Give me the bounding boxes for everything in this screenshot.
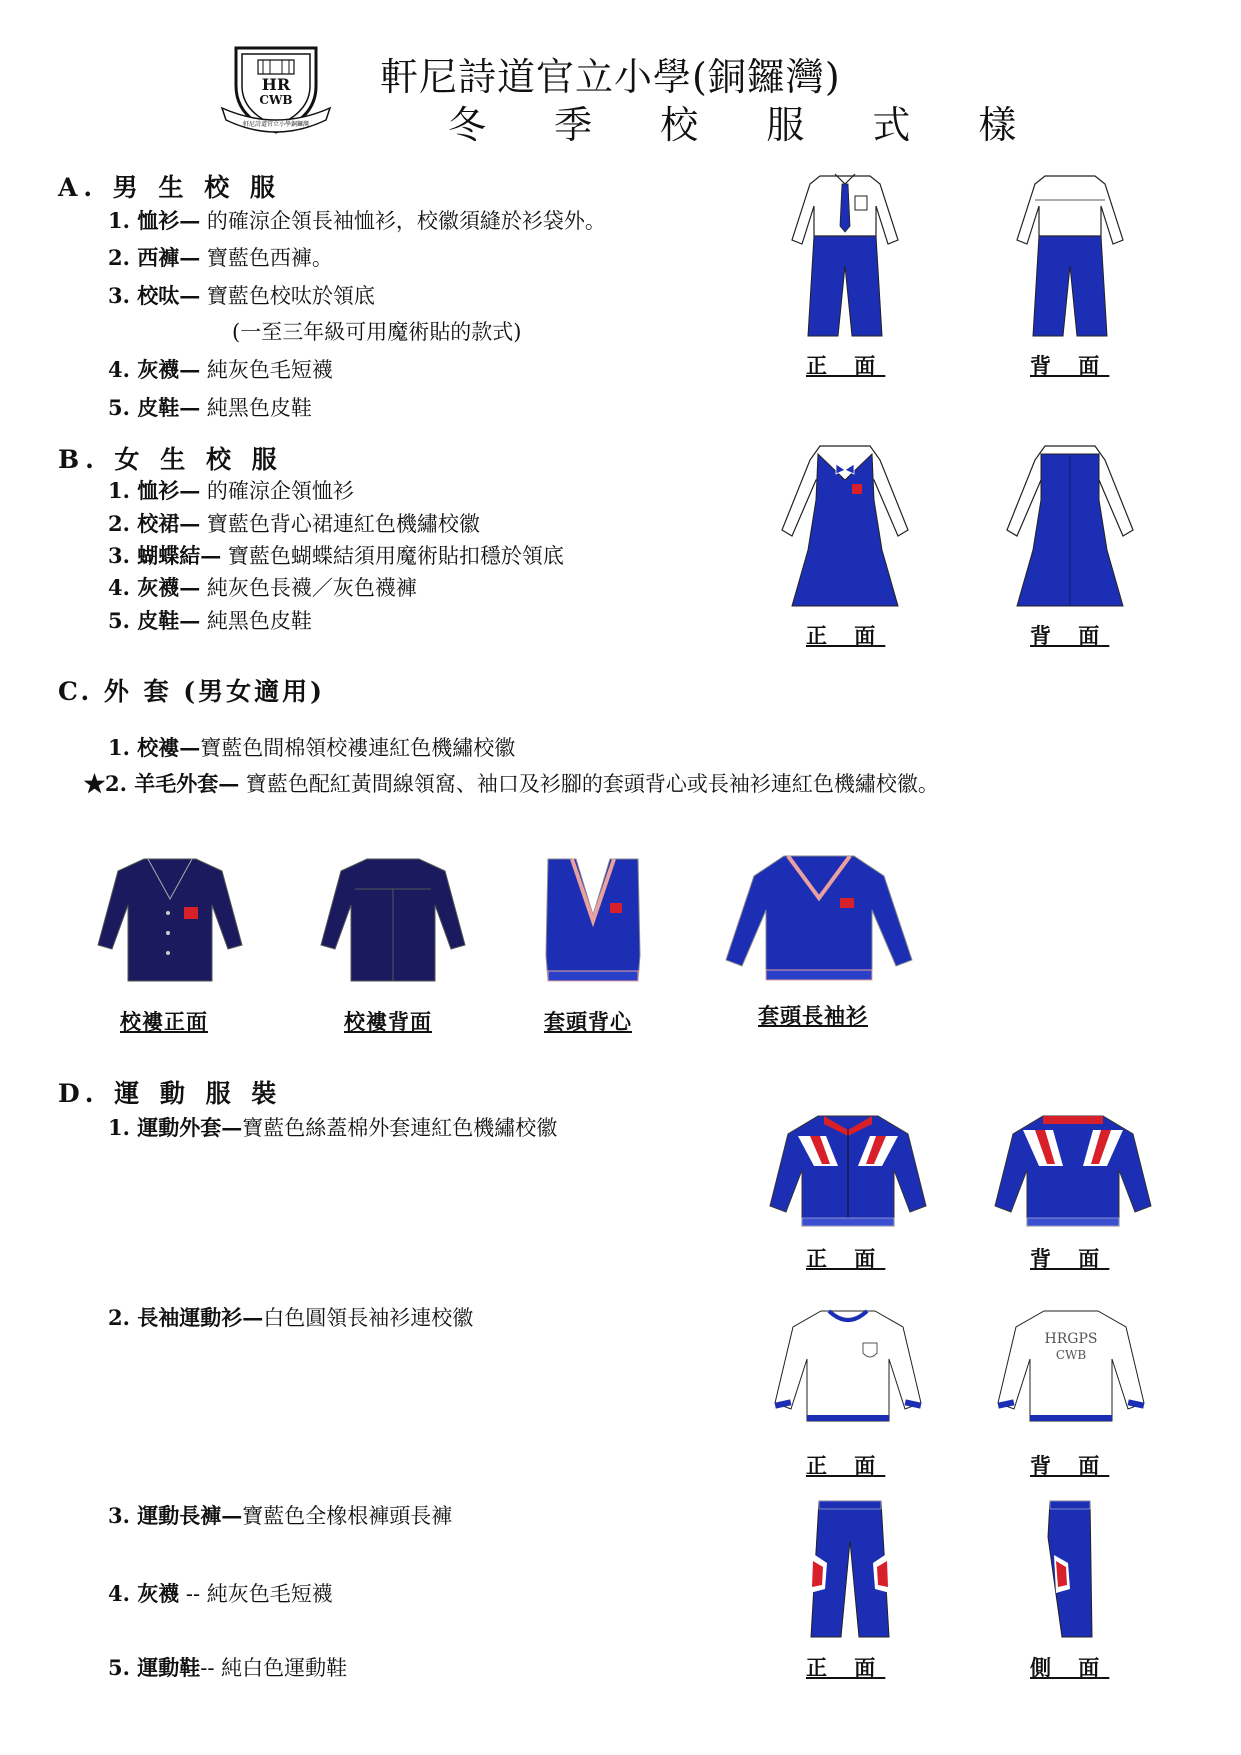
section-b-item-2: 2. 校裙— 寶藍色背心裙連紅色機繡校徽: [108, 511, 480, 536]
track-jacket-back-image: [993, 1110, 1153, 1230]
sports-pants-front-image: [805, 1497, 895, 1641]
section-c-title: C. 外 套 (男女適用): [58, 677, 325, 706]
section-a-item-3: 3. 校呔— 寶藍色校呔於領底: [108, 283, 375, 308]
section-c-caption-blazer-front: 校褸正面: [120, 1009, 208, 1034]
section-a-item-4: 4. 灰襪— 純灰色毛短襪: [108, 357, 333, 382]
page-subtitle: 冬 季 校 服 式 樣: [448, 103, 1045, 147]
boy-uniform-back-image: [1005, 170, 1135, 340]
section-d-shirt-caption-back: 背 面: [1030, 1453, 1110, 1478]
section-a-item-2: 2. 西褲— 寶藍色西褲。: [108, 245, 333, 270]
section-b-item-5: 5. 皮鞋— 純黑色皮鞋: [108, 608, 312, 633]
sports-shirt-back-image: [996, 1305, 1146, 1425]
section-c-caption-sweater: 套頭長袖衫: [758, 1003, 868, 1028]
school-name: 軒尼詩道官立小學(銅鑼灣): [380, 55, 841, 99]
section-d-item-5: 5. 運動鞋-- 純白色運動鞋: [108, 1655, 348, 1680]
section-a-caption-front: 正 面: [806, 353, 886, 378]
blazer-back-image: [315, 855, 471, 985]
section-b-caption-front: 正 面: [806, 623, 886, 648]
section-b-item-3: 3. 蝴蝶結— 寶藍色蝴蝶結須用魔術貼扣穩於領底: [108, 543, 564, 568]
sweater-vest-image: [540, 855, 646, 985]
section-c-caption-blazer-back: 校褸背面: [344, 1009, 432, 1034]
blazer-front-image: [92, 855, 248, 985]
section-d-jacket-caption-front: 正 面: [806, 1246, 886, 1271]
school-logo: [228, 40, 324, 136]
sweater-long-sleeve-image: [722, 850, 917, 985]
section-d-pants-caption-side: 側 面: [1030, 1655, 1110, 1680]
section-c-item-1: 1. 校褸—寶藍色間棉領校褸連紅色機繡校徽: [108, 735, 516, 760]
section-d-item-3: 3. 運動長褲—寶藍色全橡根褲頭長褲: [108, 1503, 453, 1528]
section-b-caption-back: 背 面: [1030, 623, 1110, 648]
logo-banner-text: 軒尼詩道官立小學銅鑼灣: [242, 121, 310, 128]
logo-text-hr: HR: [261, 75, 291, 94]
section-b-title: B. 女 生 校 服: [58, 445, 283, 474]
logo-text-cwb: CWB: [259, 93, 293, 107]
girl-uniform-back-image: [995, 440, 1145, 610]
section-d-item-4: 4. 灰襪 -- 純灰色毛短襪: [108, 1581, 333, 1606]
sports-shirt-front-image: [773, 1305, 923, 1425]
sports-pants-side-image: [1040, 1497, 1100, 1641]
section-d-item-1: 1. 運動外套—寶藍色絲蓋棉外套連紅色機繡校徽: [108, 1115, 558, 1140]
section-c-item-2: ★2. 羊毛外套— 寶藍色配紅黃間線領窩、袖口及衫腳的套頭背心或長袖衫連紅色機繡校徽。: [84, 771, 939, 796]
girl-uniform-front-image: [770, 440, 920, 610]
section-d-title: D. 運 動 服 裝: [58, 1079, 283, 1108]
section-a-item-3-note: (一至三年級可用魔術貼的款式): [232, 320, 522, 344]
section-d-item-2: 2. 長袖運動衫—白色圓領長袖衫連校徽: [108, 1305, 474, 1330]
shirt-back-print-hrgps: HRGPS: [1044, 1331, 1098, 1347]
track-jacket-front-image: [768, 1110, 928, 1230]
section-d-pants-caption-front: 正 面: [806, 1655, 886, 1680]
section-a-caption-back: 背 面: [1030, 353, 1110, 378]
section-c-caption-vest: 套頭背心: [544, 1009, 632, 1034]
shirt-back-print-cwb: CWB: [1055, 1348, 1087, 1362]
section-a-item-1: 1. 恤衫— 的確涼企領長袖恤衫，校徽須縫於衫袋外。: [108, 208, 606, 233]
section-d-shirt-caption-front: 正 面: [806, 1453, 886, 1478]
section-b-item-1: 1. 恤衫— 的確涼企領恤衫: [108, 478, 354, 503]
section-b-item-4: 4. 灰襪— 純灰色長襪／灰色襪褲: [108, 575, 417, 600]
section-a-title: A. 男 生 校 服: [58, 173, 281, 202]
boy-uniform-front-image: [780, 170, 910, 340]
section-a-item-5: 5. 皮鞋— 純黑色皮鞋: [108, 395, 312, 420]
section-d-jacket-caption-back: 背 面: [1030, 1246, 1110, 1271]
